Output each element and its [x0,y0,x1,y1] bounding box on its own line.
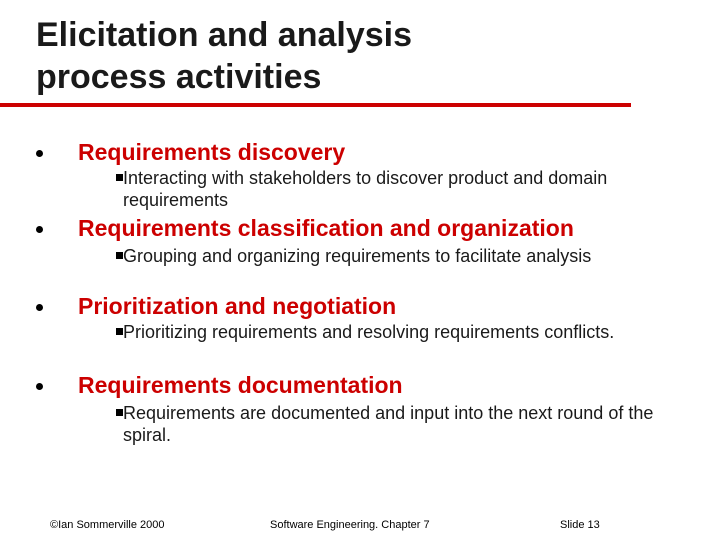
footer-slide-number: Slide 13 [560,519,600,531]
square-bullet-icon [116,328,123,335]
sub-bullet-text: Interacting with stakeholders to discover product and domain requirements [123,168,608,210]
bullet-heading: Requirements documentation [78,372,403,398]
round-bullet-icon [36,226,43,233]
square-bullet-icon [116,174,123,181]
square-bullet-icon [116,252,123,259]
footer-course-title: Software Engineering. Chapter 7 [270,519,430,531]
round-bullet-icon [36,383,43,390]
bullet-heading: Requirements classification and organization [78,215,574,241]
round-bullet-icon [36,150,43,157]
title-underline [0,103,631,107]
footer-copyright: ©Ian Sommerville 2000 [50,519,165,531]
slide-title-line-2: process activities [36,58,322,96]
bullet-heading: Prioritization and negotiation [78,293,397,319]
slide-title [36,14,676,98]
bullet-heading: Requirements discovery [78,139,346,165]
sub-bullet-text: Requirements are documented and input into the next round of the spiral. [123,403,654,445]
round-bullet-icon [36,304,43,311]
square-bullet-icon [116,409,123,416]
slide-title-line-1: Elicitation and analysis [36,16,413,54]
sub-bullet-text: Prioritizing requirements and resolving requirements conflicts. [123,322,615,342]
sub-bullet-text: Grouping and organizing requirements to facilitate analysis [123,246,592,266]
